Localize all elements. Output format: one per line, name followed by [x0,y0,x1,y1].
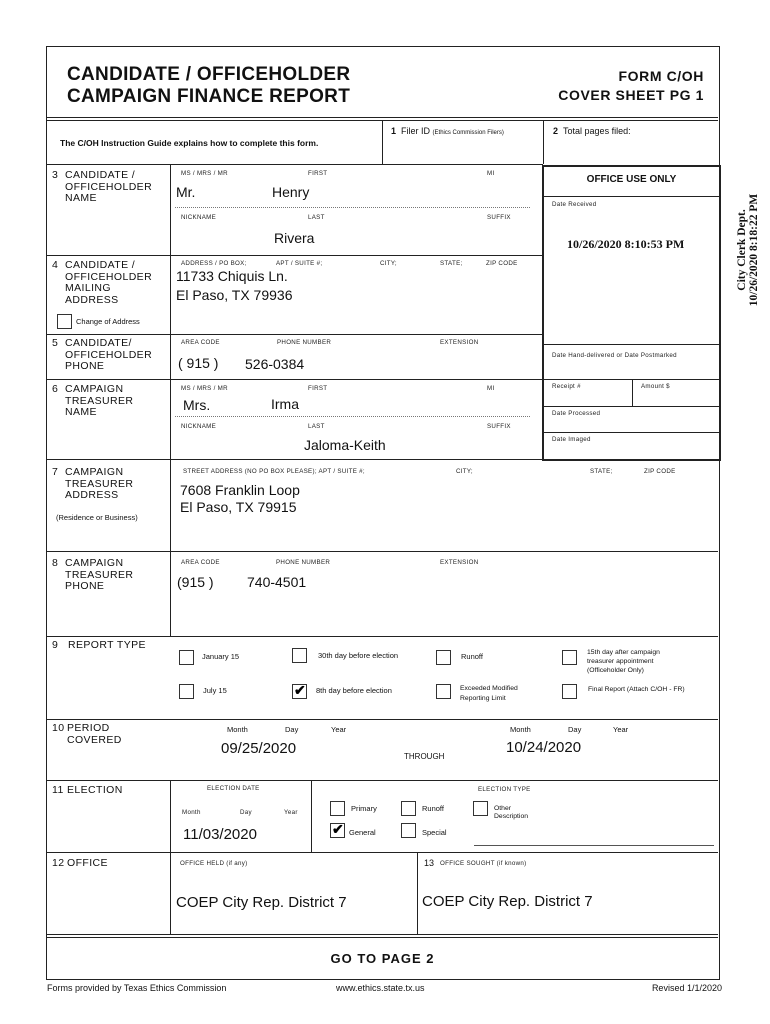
section-label: ELECTION [67,784,123,796]
field-label: CITY; [380,260,397,267]
instruction-text: The C/OH Instruction Guide explains how to complete this form. [60,138,319,148]
treasurer-prefix[interactable]: Mrs. [183,397,211,413]
item-number: 1 [391,126,397,136]
field-label: SUFFIX [487,423,511,430]
option-label: Runoff [461,652,483,661]
option-label: July 15 [203,686,227,695]
field-label: FIRST [308,385,328,392]
field-label: Month [182,809,201,816]
candidate-phone[interactable]: 526-0384 [245,356,305,372]
report-runoff-checkbox[interactable] [436,650,451,665]
field-label: MS / MRS / MR [181,170,228,177]
option-label: Final Report (Attach C/OH - FR) [588,686,685,693]
option-label: January 15 [202,652,240,661]
office-sought[interactable]: COEP City Rep. District 7 [422,893,593,910]
option-label: General [349,828,376,837]
option-label-line: 15th day after campaign [587,649,660,656]
section-label: CANDIDATE / OFFICEHOLDER MAILING ADDRESS [65,259,153,306]
field-label: Month [227,725,248,734]
clerk-stamp-line2: 10/26/2020 8:18:22 PM [748,193,760,307]
date-processed-label: Date Processed [552,410,601,417]
field-label: ELECTION DATE [207,785,260,792]
report-jan15-checkbox[interactable] [179,650,194,665]
field-label: AREA CODE [181,339,220,346]
section-label: REPORT TYPE [68,639,146,651]
field-label: STATE; [440,260,463,267]
treasurer-phone[interactable]: 740-4501 [247,574,307,590]
office-use-title: OFFICE USE ONLY [586,174,677,185]
section-label: PERIOD COVERED [67,722,122,746]
report-final-checkbox[interactable] [562,684,577,699]
candidate-address-line1[interactable]: 11733 Chiquis Ln. [176,268,288,284]
footer-revision: Revised 1/1/2020 [651,983,722,993]
field-label: PHONE NUMBER [276,559,331,566]
field-label: CITY; [456,468,473,475]
option-label [460,684,518,704]
option-label-line: treasurer appointment [587,658,654,665]
field-label: Year [284,809,298,816]
field-label: OFFICE HELD (if any) [180,860,248,867]
section-number: 9 [52,639,59,651]
report-15th-day-checkbox[interactable] [562,650,577,665]
field-label: APT / SUITE #; [276,260,323,267]
field-label: ELECTION TYPE [478,786,531,793]
election-runoff-checkbox[interactable] [401,801,416,816]
period-to[interactable]: 10/24/2020 [506,739,582,756]
option-label: Runoff [422,804,444,813]
filer-id-label: Filer ID [401,126,431,136]
hand-delivered-label: Date Hand-delivered or Date Postmarked [552,352,677,359]
election-other-checkbox[interactable] [473,801,488,816]
field-label: ADDRESS / PO BOX; [181,260,247,267]
field-label: PHONE NUMBER [277,339,332,346]
section-number: 3 [52,169,59,181]
form-title-line2: CAMPAIGN FINANCE REPORT [67,86,351,107]
election-primary-checkbox[interactable] [330,801,345,816]
option-label [587,648,660,675]
field-label: NICKNAME [181,214,217,221]
filer-id-note: (Ethics Commission Filers) [432,130,504,136]
form-id: FORM C/OH [618,68,704,84]
section-number: 6 [52,383,59,395]
total-pages-field[interactable] [553,126,631,136]
footer-url[interactable]: www.ethics.state.tx.us [336,983,425,993]
field-label: STREET ADDRESS (NO PO BOX PLEASE); APT / SUITE #; [183,468,365,475]
section-number: 4 [52,259,59,271]
section-number: 11 [52,784,64,796]
option-label-line: Description [494,813,528,820]
treasurer-first-name[interactable]: Irma [271,396,299,412]
section-label: CANDIDATE/ OFFICEHOLDER PHONE [65,337,153,372]
section-label: CAMPAIGN TREASURER ADDRESS [65,466,134,501]
section-label: CANDIDATE / OFFICEHOLDER NAME [65,169,153,204]
field-label: LAST [308,214,325,221]
report-exceeded-checkbox[interactable] [436,684,451,699]
section-sublabel: (Residence or Business) [56,513,138,522]
field-label: EXTENSION [440,559,479,566]
amount-label: Amount $ [641,383,670,390]
office-held[interactable]: COEP City Rep. District 7 [176,894,347,911]
election-date[interactable]: 11/03/2020 [183,826,257,843]
change-of-address-label: Change of Address [76,317,140,326]
field-label: STATE; [590,468,613,475]
form-subtitle: COVER SHEET PG 1 [558,87,704,103]
option-label-line: Exceeded Modified [460,685,518,692]
field-label: Month [510,725,531,734]
field-label: Year [331,725,347,734]
candidate-area-code[interactable]: ( 915 ) [178,355,219,371]
other-description-line[interactable] [474,845,714,846]
option-label [494,805,528,821]
report-30day-checkbox[interactable] [292,648,307,663]
through-label: THROUGH [404,752,445,761]
candidate-first-name[interactable]: Henry [272,184,310,200]
form-title-line1: CANDIDATE / OFFICEHOLDER [67,64,351,85]
field-label: NICKNAME [181,423,217,430]
option-label: 8th day before election [316,686,392,695]
section-label: OFFICE [67,857,108,869]
section-number: 10 [52,722,65,734]
option-label-line: (Officeholder Only) [587,667,644,674]
election-general-checkbox[interactable] [330,823,345,838]
field-label: MI [487,170,495,177]
option-label: Primary [351,804,377,813]
election-special-checkbox[interactable] [401,823,416,838]
section-number: 13 [424,858,435,868]
field-label: ZIP CODE [486,260,518,267]
field-label: OFFICE SOUGHT (if known) [440,860,527,867]
treasurer-last-name[interactable]: Jaloma-Keith [304,437,386,453]
field-label: EXTENSION [440,339,479,346]
treasurer-address-line2[interactable]: El Paso, TX 79915 [180,499,297,515]
date-received-value: 10/26/2020 8:10:53 PM [567,237,685,251]
report-8day-checkbox[interactable] [292,684,307,699]
field-label: Day [568,725,582,734]
go-to-page-2: GO TO PAGE 2 [330,951,435,966]
candidate-prefix[interactable]: Mr. [176,184,196,200]
field-label: Day [240,809,252,816]
field-label: LAST [308,423,325,430]
field-label: FIRST [308,170,328,177]
option-label-line: Other [494,805,511,812]
section-number: 8 [52,557,59,569]
date-imaged-label: Date Imaged [552,436,591,443]
option-label: 30th day before election [318,651,399,660]
candidate-last-name[interactable]: Rivera [274,230,315,246]
field-label: Day [285,725,299,734]
field-label: MS / MRS / MR [181,385,228,392]
date-received-label: Date Received [552,201,597,208]
candidate-address-line2[interactable]: El Paso, TX 79936 [176,287,293,303]
clerk-stamp-line1: City Clerk Dept. [736,209,748,291]
item-number: 2 [553,126,559,136]
section-number: 5 [52,337,59,349]
field-label: MI [487,385,495,392]
receipt-label: Receipt # [552,383,581,390]
section-number: 12 [52,857,65,869]
section-number: 7 [52,466,59,478]
option-label: Special [422,828,447,837]
field-label: AREA CODE [181,559,220,566]
field-label: ZIP CODE [644,468,676,475]
option-label-line: Reporting Limit [460,695,506,702]
footer-left: Forms provided by Texas Ethics Commission [47,983,227,993]
filer-id-field[interactable] [391,126,504,136]
change-of-address-checkbox[interactable] [57,314,72,329]
section-label: CAMPAIGN TREASURER NAME [65,383,134,418]
treasurer-address-line1[interactable]: 7608 Franklin Loop [180,482,300,498]
section-label: CAMPAIGN TREASURER PHONE [65,557,134,592]
total-pages-label: Total pages filed: [563,126,631,136]
period-from[interactable]: 09/25/2020 [221,740,297,757]
field-label: Year [613,725,629,734]
treasurer-area-code[interactable]: (915 ) [177,574,214,590]
report-jul15-checkbox[interactable] [179,684,194,699]
field-label: SUFFIX [487,214,511,221]
